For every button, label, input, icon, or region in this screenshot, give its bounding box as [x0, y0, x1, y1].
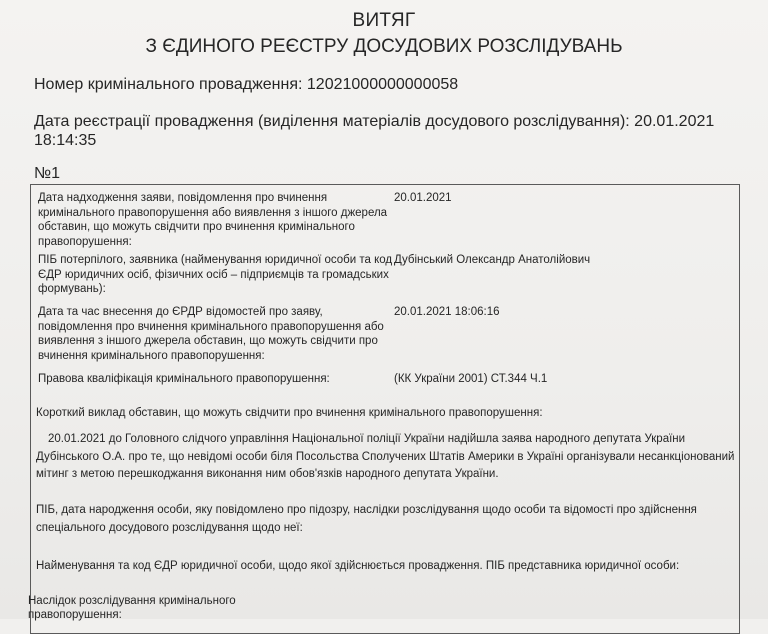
proceeding-number: Номер кримінального провадження: 12021000000000058: [34, 76, 459, 93]
document-subtitle: З ЄДИНОГО РЕЄСТРУ ДОСУДОВИХ РОЗСЛІДУВАНЬ: [145, 36, 623, 57]
registration-date: Дата реєстрації провадження (виділення матеріалів досудового розслідування): 20.01.2021 18:14:35: [34, 113, 715, 149]
summary-heading: Короткий виклад обставин, що можуть свідчити про вчинення кримінального правопорушення:: [36, 407, 543, 419]
investigation-result: Наслідок розслідування кримінального правопорушення:: [28, 595, 236, 621]
row-value-entry-datetime: 20.01.2021 18:06:16: [394, 306, 500, 318]
suspect-info: ПІБ, дата народження особи, яку повідомлено про підозру, наслідки розслідування щодо особи та відомості про здійснення спеціального досудового розслідування щодо неї:: [36, 504, 697, 534]
row-value-applicant: Дубінський Олександр Анатолійович: [394, 254, 591, 266]
row-value-legal-qualification: (КК України 2001) СТ.344 Ч.1: [394, 373, 548, 385]
summary-text: 20.01.2021 до Головного слідчого управління Національної поліції України надійшла заява народного депутата України Дубінського О.А. про те, що невідомі особи біля Посольства Сполучених Штатів Америки в Україні організували несанкціонований мітинг з метою перешкоджання виконання ним обов'язків народного депутата України.: [36, 433, 735, 480]
row-label-legal-qualification: Правова кваліфікація кримінального правопорушення:: [38, 373, 330, 385]
document-title: ВИТЯГ: [352, 10, 416, 31]
row-label-submission-date: Дата надходження заяви, повідомлення про вчинення кримінального правопорушення або виявлення з іншого джерела обставин, що можуть свідчити про вчинення кримінального правопорушення:: [38, 192, 388, 248]
row-value-submission-date: 20.01.2021: [394, 192, 452, 204]
record-index: №1: [34, 165, 61, 182]
legal-entity-info: Найменування та код ЄДР юридичної особи, щодо якої здійснюється провадження. ПІБ представника юридичної особи:: [36, 560, 680, 572]
row-label-entry-datetime: Дата та час внесення до ЄРДР відомостей про заяву, повідомлення про вчинення кримінального правопорушення або виявлення з іншого джерела обставин, що можуть свідчити про вчинення кримінального правопорушення:: [38, 306, 384, 362]
row-label-applicant: ПІБ потерпілого, заявника (найменування юридичної особи та код ЄДР юридичних осіб, фізичних осіб – підприємців та громадських формувань):: [38, 254, 393, 295]
